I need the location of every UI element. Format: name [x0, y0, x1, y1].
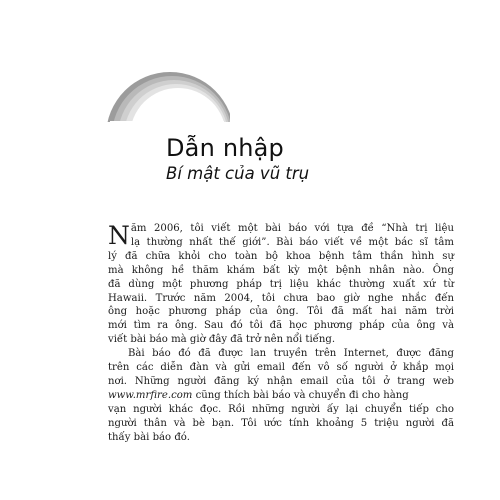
text-line: lý đã chữa khỏi cho toàn bộ khoa bệnh tâm thần hình sự	[108, 250, 454, 262]
paragraph-1	[108, 222, 454, 347]
text-line: Hawaii. Trước năm 2004, tôi chưa bao giờ nghe nhắc đến	[108, 292, 454, 304]
chapter-subtitle: Bí mật của vũ trụ	[166, 164, 310, 183]
text-line: trên các diễn đàn và gửi email đến vô số người ở khắp mọi	[108, 362, 454, 374]
text-line: mà không hề thăm khám bất kỳ một bệnh nhân nào. Ông	[108, 264, 454, 276]
text-fragment: cũng thích bài báo và chuyển đi cho hàng	[195, 389, 409, 401]
text-line: lạ thường nhất thế giới”. Bài báo viết về một bác sĩ tâm	[130, 236, 454, 248]
text-line: viết bài báo mà giờ đây đã trở nên nổi tiếng.	[108, 334, 336, 346]
text-line: Bài báo đó đã được lan truyền trên Internet, được đăng	[128, 348, 454, 360]
text-line: nơi. Những người đăng ký nhận email của tôi ở trang web	[108, 375, 454, 387]
chapter-body	[108, 222, 454, 445]
text-line: đã dùng một phương pháp trị liệu khác thường xuất xứ từ	[108, 278, 454, 290]
text-line: mới tìm ra ông. Sau đó tôi đã học phương pháp của ông và	[108, 320, 454, 332]
text-line: thấy bài báo đó.	[108, 431, 190, 443]
chapter-title: Dẫn nhập	[166, 134, 284, 162]
paragraph-2	[108, 347, 454, 444]
text-line-with-website	[108, 389, 454, 403]
drop-cap-letter: N	[108, 221, 130, 250]
text-line: ăm 2006, tôi viết một bài báo với tựa đề “Nhà trị liệu	[130, 223, 454, 234]
text-line: vạn người khác đọc. Rồi những người ấy lại chuyển tiếp cho	[108, 403, 454, 415]
website-text: www.mrfire.com	[108, 389, 193, 401]
text-line: người thân và bè bạn. Tôi ước tính khoảng 5 triệu người đã	[108, 417, 454, 429]
rainbow-arc-ornament	[0, 0, 500, 130]
text-line: ông hoặc phương pháp của ông. Tôi đã mất hai năm trời	[108, 306, 454, 318]
